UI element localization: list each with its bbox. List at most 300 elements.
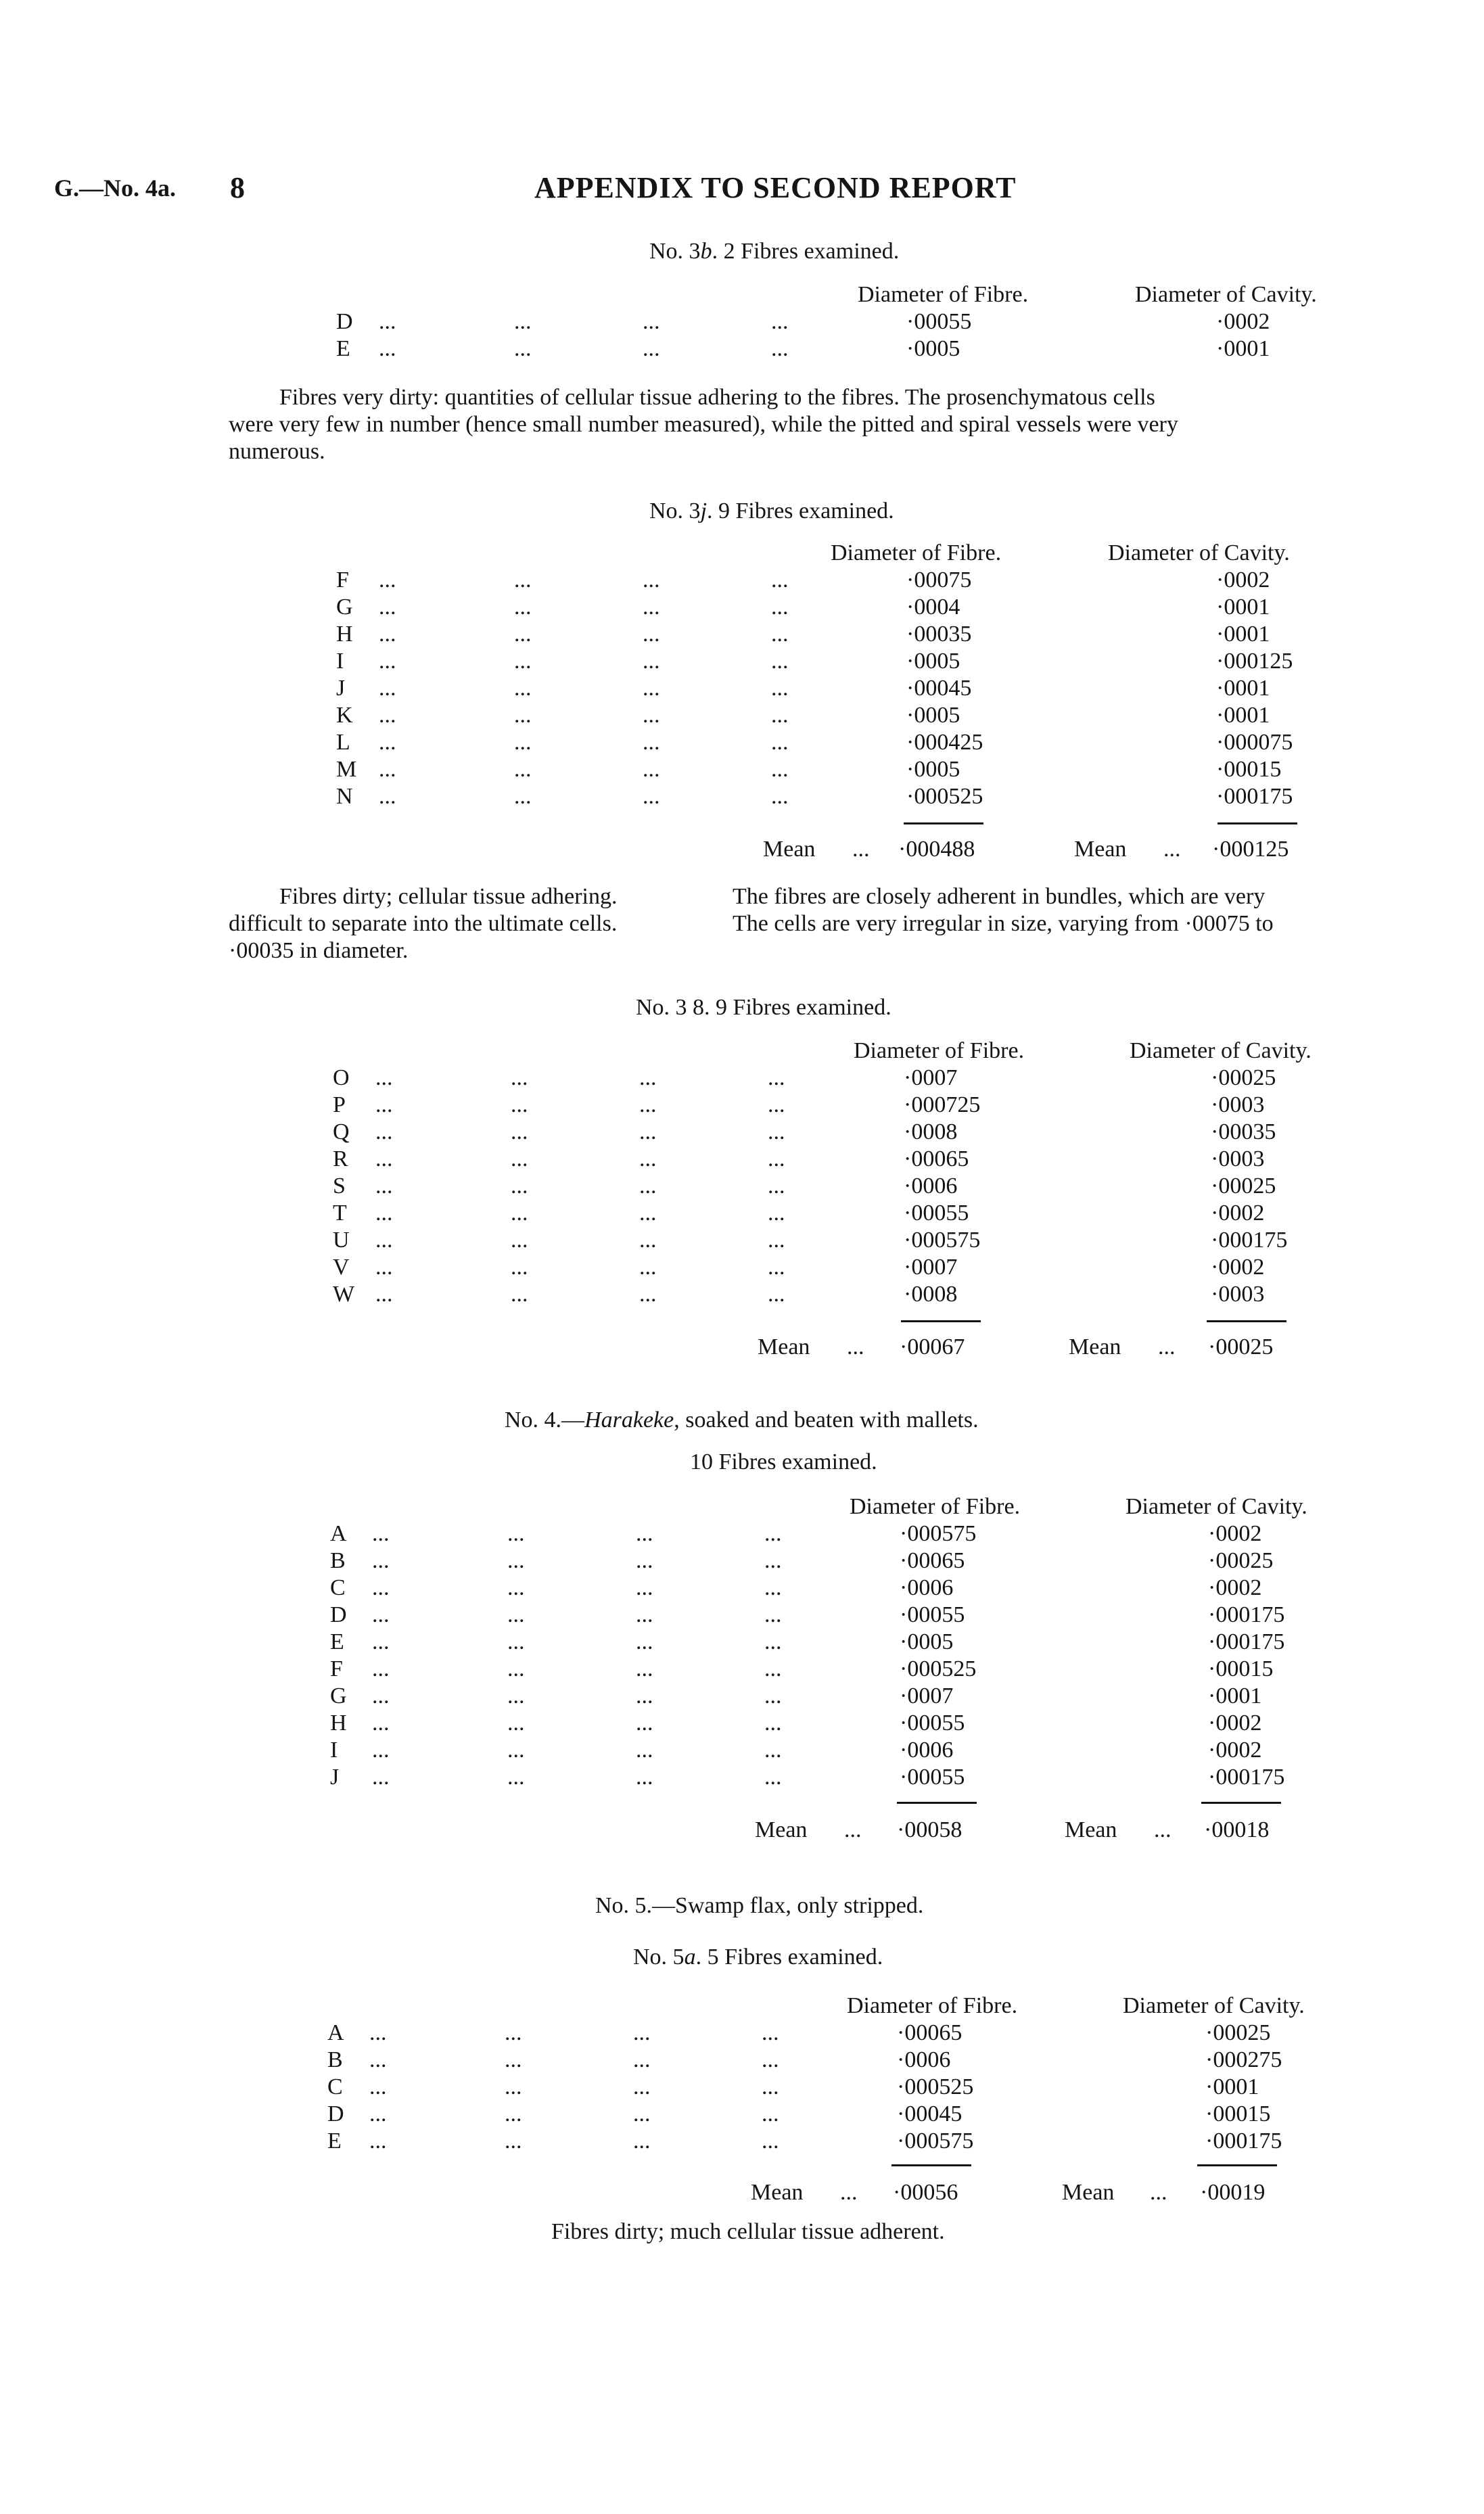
leader-dots: ... [372,1656,390,1681]
leader-dots: ... [379,784,396,809]
leader-dots: ... [636,1656,653,1681]
leader-dots: ... [369,2020,387,2045]
row-label: H [330,1710,347,1736]
row-label: L [336,730,350,755]
leader-dots: ... [840,2180,858,2205]
leader-dots: ... [852,837,870,862]
fibre-diameter-cell: ·00065 [900,1548,965,1573]
sec3j-col-cavity-header: Diameter of Cavity. [1108,540,1290,565]
row-label: D [327,2101,344,2126]
leader-dots: ... [507,1683,525,1708]
leader-dots: ... [514,595,532,620]
cavity-diameter-cell: ·00025 [1208,1548,1274,1573]
fibre-diameter-cell: ·0004 [906,595,960,620]
row-label: A [330,1521,347,1546]
cavity-diameter-cell: ·000175 [1205,2128,1282,2154]
leader-dots: ... [375,1201,393,1226]
leader-dots: ... [768,1092,785,1117]
row-label: D [336,309,353,334]
leader-dots: ... [379,730,396,755]
cavity-diameter-cell: ·0002 [1211,1201,1265,1226]
leader-dots: ... [643,595,660,620]
leader-dots: ... [369,2128,387,2154]
leader-dots: ... [511,1065,528,1090]
mean-label: Mean [751,2180,804,2205]
leader-dots: ... [511,1228,528,1253]
leader-dots: ... [514,309,532,334]
leader-dots: ... [1150,2180,1167,2205]
leader-dots: ... [636,1521,653,1546]
sec3j-note-left-1: Fibres dirty; cellular tissue adhering. [279,884,618,909]
fibre-diameter-cell: ·00055 [904,1201,969,1226]
leader-dots: ... [372,1710,390,1736]
leader-dots: ... [768,1201,785,1226]
leader-dots: ... [507,1738,525,1763]
fibre-diameter-cell: ·000525 [900,1656,977,1681]
leader-dots: ... [762,2047,779,2072]
series-code: G.—No. 4a. [54,174,176,202]
sec38-col-fibre-header: Diameter of Fibre. [854,1038,1025,1063]
sec38-col-cavity-header: Diameter of Cavity. [1130,1038,1312,1063]
leader-dots: ... [643,622,660,647]
leader-dots: ... [369,2047,387,2072]
sec3j-cavity-rule [1218,822,1297,824]
cavity-diameter-cell: ·000075 [1216,730,1293,755]
leader-dots: ... [372,1521,390,1546]
cavity-diameter-cell: ·0002 [1216,309,1270,334]
row-label: B [327,2047,343,2072]
fibre-diameter-cell: ·0007 [904,1065,958,1090]
leader-dots: ... [771,649,789,674]
leader-dots: ... [1163,837,1181,862]
row-label: S [333,1173,346,1198]
leader-dots: ... [379,703,396,728]
leader-dots: ... [1158,1334,1176,1359]
leader-dots: ... [372,1548,390,1573]
sec4-col-fibre-header: Diameter of Fibre. [850,1494,1021,1519]
leader-dots: ... [514,649,532,674]
leader-dots: ... [507,1602,525,1627]
sec3j-heading: No. 3j. 9 Fibres examined. [649,498,894,523]
leader-dots: ... [507,1710,525,1736]
sec3b-col-cavity-header: Diameter of Cavity. [1135,282,1317,307]
leader-dots: ... [505,2128,522,2154]
row-label: I [330,1738,338,1763]
leader-dots: ... [514,676,532,701]
leader-dots: ... [633,2020,651,2045]
leader-dots: ... [768,1282,785,1307]
row-label: K [336,703,353,728]
cavity-diameter-cell: ·0001 [1216,703,1270,728]
leader-dots: ... [507,1575,525,1600]
cavity-diameter-cell: ·0001 [1216,622,1270,647]
leader-dots: ... [379,676,396,701]
fibre-diameter-cell: ·000575 [900,1521,977,1546]
row-label: O [333,1065,350,1090]
fibre-diameter-cell: ·0008 [904,1282,958,1307]
cavity-diameter-cell: ·000175 [1208,1765,1285,1790]
leader-dots: ... [771,336,789,361]
leader-dots: ... [507,1765,525,1790]
fibre-diameter-cell: ·0005 [906,757,960,782]
leader-dots: ... [764,1738,782,1763]
mean-label: Mean [1074,837,1127,862]
fibre-diameter-cell: ·00055 [900,1602,965,1627]
cavity-diameter-cell: ·00015 [1208,1656,1274,1681]
mean-cavity-value: ·00025 [1208,1334,1274,1359]
fibre-diameter-cell: ·000525 [897,2074,974,2099]
sec4-cavity-rule [1201,1802,1281,1804]
leader-dots: ... [514,730,532,755]
leader-dots: ... [771,703,789,728]
leader-dots: ... [514,784,532,809]
row-label: G [330,1683,347,1708]
sec4-col-cavity-header: Diameter of Cavity. [1126,1494,1307,1519]
fibre-diameter-cell: ·0005 [906,703,960,728]
leader-dots: ... [764,1710,782,1736]
cavity-diameter-cell: ·0002 [1208,1521,1262,1546]
fibre-diameter-cell: ·00055 [900,1765,965,1790]
fibre-diameter-cell: ·000725 [904,1092,981,1117]
sec3b-heading: No. 3b. 2 Fibres examined. [649,239,900,264]
leader-dots: ... [636,1548,653,1573]
page-number: 8 [230,171,246,204]
sec5-note: Fibres dirty; much cellular tissue adherent. [551,2219,945,2244]
sec5-col-fibre-header: Diameter of Fibre. [847,1993,1018,2018]
mean-fibre-value: ·00056 [893,2180,958,2205]
cavity-diameter-cell: ·0001 [1216,336,1270,361]
leader-dots: ... [844,1817,862,1842]
leader-dots: ... [639,1228,657,1253]
leader-dots: ... [643,784,660,809]
leader-dots: ... [633,2101,651,2126]
cavity-diameter-cell: ·0002 [1216,567,1270,592]
cavity-diameter-cell: ·00035 [1211,1119,1276,1144]
leader-dots: ... [768,1065,785,1090]
row-label: P [333,1092,346,1117]
leader-dots: ... [639,1065,657,1090]
page-title: APPENDIX TO SECOND REPORT [534,171,1017,204]
sec3j-col-fibre-header: Diameter of Fibre. [831,540,1002,565]
row-label: E [327,2128,342,2154]
leader-dots: ... [514,622,532,647]
mean-label: Mean [1062,2180,1115,2205]
fibre-diameter-cell: ·000525 [906,784,983,809]
leader-dots: ... [636,1602,653,1627]
leader-dots: ... [379,622,396,647]
leader-dots: ... [375,1255,393,1280]
leader-dots: ... [768,1119,785,1144]
mean-cavity-value: ·00019 [1200,2180,1266,2205]
leader-dots: ... [643,336,660,361]
leader-dots: ... [643,730,660,755]
fibre-diameter-cell: ·00065 [904,1146,969,1171]
leader-dots: ... [375,1119,393,1144]
leader-dots: ... [636,1738,653,1763]
row-label: N [336,784,353,809]
leader-dots: ... [633,2128,651,2154]
fibre-diameter-cell: ·000575 [904,1228,981,1253]
row-label: F [330,1656,343,1681]
leader-dots: ... [379,567,396,592]
leader-dots: ... [633,2074,651,2099]
leader-dots: ... [369,2101,387,2126]
leader-dots: ... [636,1575,653,1600]
leader-dots: ... [762,2101,779,2126]
leader-dots: ... [764,1683,782,1708]
leader-dots: ... [372,1738,390,1763]
leader-dots: ... [771,309,789,334]
leader-dots: ... [372,1683,390,1708]
row-label: Q [333,1119,350,1144]
row-label: E [336,336,350,361]
leader-dots: ... [771,784,789,809]
leader-dots: ... [511,1092,528,1117]
fibre-diameter-cell: ·00035 [906,622,972,647]
leader-dots: ... [505,2101,522,2126]
row-label: M [336,757,357,782]
leader-dots: ... [511,1173,528,1198]
row-label: G [336,595,353,620]
row-label: F [336,567,349,592]
leader-dots: ... [507,1656,525,1681]
leader-dots: ... [514,336,532,361]
leader-dots: ... [379,649,396,674]
fibre-diameter-cell: ·0006 [904,1173,958,1198]
leader-dots: ... [505,2020,522,2045]
cavity-diameter-cell: ·00025 [1211,1065,1276,1090]
leader-dots: ... [639,1092,657,1117]
leader-dots: ... [372,1602,390,1627]
leader-dots: ... [764,1765,782,1790]
sec3b-note-line-1: Fibres very dirty: quantities of cellular tissue adhering to the fibres. The prosenchymatous cells [279,385,1155,410]
mean-label: Mean [755,1817,808,1842]
leader-dots: ... [764,1602,782,1627]
cavity-diameter-cell: ·000175 [1208,1602,1285,1627]
sec5-fibre-rule [891,2164,971,2166]
leader-dots: ... [514,703,532,728]
leader-dots: ... [768,1228,785,1253]
cavity-diameter-cell: ·00025 [1211,1173,1276,1198]
leader-dots: ... [379,595,396,620]
fibre-diameter-cell: ·0008 [904,1119,958,1144]
fibre-diameter-cell: ·00055 [906,309,972,334]
mean-label: Mean [1065,1817,1117,1842]
cavity-diameter-cell: ·00015 [1216,757,1282,782]
leader-dots: ... [768,1173,785,1198]
leader-dots: ... [511,1255,528,1280]
row-label: E [330,1629,344,1654]
sec3j-note-left-2: difficult to separate into the ultimate cells. [229,911,618,936]
leader-dots: ... [636,1683,653,1708]
cavity-diameter-cell: ·00015 [1205,2101,1271,2126]
mean-label: Mean [763,837,816,862]
fibre-diameter-cell: ·00045 [897,2101,963,2126]
fibre-diameter-cell: ·0006 [900,1738,954,1763]
sec5-col-cavity-header: Diameter of Cavity. [1123,1993,1305,2018]
row-label: A [327,2020,344,2045]
leader-dots: ... [643,309,660,334]
cavity-diameter-cell: ·0003 [1211,1092,1265,1117]
row-label: R [333,1146,348,1171]
leader-dots: ... [771,595,789,620]
leader-dots: ... [375,1092,393,1117]
sec38-cavity-rule [1207,1320,1286,1322]
cavity-diameter-cell: ·000175 [1216,784,1293,809]
row-label: H [336,622,353,647]
leader-dots: ... [375,1228,393,1253]
leader-dots: ... [369,2074,387,2099]
leader-dots: ... [375,1146,393,1171]
leader-dots: ... [639,1201,657,1226]
sec5-subheading: No. 5a. 5 Fibres examined. [633,1945,883,1970]
leader-dots: ... [375,1065,393,1090]
row-label: B [330,1548,346,1573]
row-label: U [333,1228,350,1253]
fibre-diameter-cell: ·0005 [906,649,960,674]
mean-fibre-value: ·00058 [897,1817,963,1842]
cavity-diameter-cell: ·0001 [1216,676,1270,701]
leader-dots: ... [643,676,660,701]
fibre-diameter-cell: ·0005 [900,1629,954,1654]
leader-dots: ... [372,1629,390,1654]
leader-dots: ... [762,2074,779,2099]
sec3j-note-right-1: The fibres are closely adherent in bundles, which are very [733,884,1266,909]
sec3j-note-left-3: ·00035 in diameter. [229,938,409,963]
row-label: J [336,676,346,701]
leader-dots: ... [505,2047,522,2072]
leader-dots: ... [643,703,660,728]
leader-dots: ... [639,1255,657,1280]
sec5-heading: No. 5.—Swamp flax, only stripped. [595,1893,924,1918]
row-label: J [330,1765,340,1790]
cavity-diameter-cell: ·00025 [1205,2020,1271,2045]
leader-dots: ... [643,567,660,592]
cavity-diameter-cell: ·0003 [1211,1282,1265,1307]
cavity-diameter-cell: ·000275 [1205,2047,1282,2072]
sec3j-note-right-2: The cells are very irregular in size, varying from ·00075 to [733,911,1274,936]
sec5-cavity-rule [1197,2164,1277,2166]
fibre-diameter-cell: ·00065 [897,2020,963,2045]
leader-dots: ... [771,567,789,592]
row-label: W [333,1282,355,1307]
cavity-diameter-cell: ·000125 [1216,649,1293,674]
leader-dots: ... [768,1255,785,1280]
cavity-diameter-cell: ·0002 [1208,1710,1262,1736]
leader-dots: ... [511,1201,528,1226]
leader-dots: ... [764,1575,782,1600]
fibre-diameter-cell: ·0007 [900,1683,954,1708]
leader-dots: ... [636,1710,653,1736]
leader-dots: ... [379,309,396,334]
cavity-diameter-cell: ·000175 [1208,1629,1285,1654]
cavity-diameter-cell: ·0001 [1216,595,1270,620]
cavity-diameter-cell: ·0002 [1211,1255,1265,1280]
sec3b-col-fibre-header: Diameter of Fibre. [858,282,1029,307]
leader-dots: ... [511,1282,528,1307]
leader-dots: ... [379,336,396,361]
leader-dots: ... [514,567,532,592]
mean-label: Mean [1069,1334,1121,1359]
leader-dots: ... [511,1146,528,1171]
leader-dots: ... [764,1656,782,1681]
leader-dots: ... [639,1282,657,1307]
leader-dots: ... [633,2047,651,2072]
row-label: D [330,1602,347,1627]
leader-dots: ... [372,1765,390,1790]
fibre-diameter-cell: ·0007 [904,1255,958,1280]
leader-dots: ... [771,676,789,701]
sec4-subheading: 10 Fibres examined. [690,1449,877,1474]
sec3b-note-line-3: numerous. [229,439,325,464]
cavity-diameter-cell: ·0003 [1211,1146,1265,1171]
cavity-diameter-cell: ·0001 [1205,2074,1259,2099]
leader-dots: ... [372,1575,390,1600]
mean-cavity-value: ·000125 [1212,837,1289,862]
row-label: C [327,2074,343,2099]
leader-dots: ... [762,2128,779,2154]
leader-dots: ... [764,1521,782,1546]
leader-dots: ... [507,1629,525,1654]
leader-dots: ... [507,1521,525,1546]
leader-dots: ... [771,757,789,782]
fibre-diameter-cell: ·0005 [906,336,960,361]
sec4-fibre-rule [897,1802,977,1804]
leader-dots: ... [507,1548,525,1573]
leader-dots: ... [762,2020,779,2045]
leader-dots: ... [375,1173,393,1198]
mean-cavity-value: ·00018 [1204,1817,1270,1842]
sec3j-fibre-rule [904,822,983,824]
leader-dots: ... [643,757,660,782]
mean-fibre-value: ·00067 [900,1334,965,1359]
leader-dots: ... [643,649,660,674]
cavity-diameter-cell: ·0002 [1208,1738,1262,1763]
leader-dots: ... [511,1119,528,1144]
fibre-diameter-cell: ·0006 [897,2047,951,2072]
fibre-diameter-cell: ·000575 [897,2128,974,2154]
fibre-diameter-cell: ·000425 [906,730,983,755]
fibre-diameter-cell: ·00055 [900,1710,965,1736]
cavity-diameter-cell: ·0001 [1208,1683,1262,1708]
leader-dots: ... [639,1146,657,1171]
sec38-fibre-rule [901,1320,981,1322]
leader-dots: ... [639,1173,657,1198]
sec4-heading: No. 4.—Harakeke, soaked and beaten with mallets. [505,1407,979,1433]
sec38-heading: No. 3 8. 9 Fibres examined. [636,995,891,1020]
leader-dots: ... [514,757,532,782]
row-label: C [330,1575,346,1600]
mean-fibre-value: ·000488 [898,837,975,862]
cavity-diameter-cell: ·0002 [1208,1575,1262,1600]
leader-dots: ... [639,1119,657,1144]
leader-dots: ... [764,1548,782,1573]
leader-dots: ... [764,1629,782,1654]
fibre-diameter-cell: ·0006 [900,1575,954,1600]
leader-dots: ... [636,1765,653,1790]
leader-dots: ... [768,1146,785,1171]
leader-dots: ... [771,622,789,647]
row-label: V [333,1255,350,1280]
leader-dots: ... [379,757,396,782]
sec3b-note-line-2: were very few in number (hence small number measured), while the pitted and spiral vessels were very [229,412,1178,437]
cavity-diameter-cell: ·000175 [1211,1228,1288,1253]
row-label: I [336,649,344,674]
mean-label: Mean [758,1334,810,1359]
row-label: T [333,1201,347,1226]
leader-dots: ... [375,1282,393,1307]
leader-dots: ... [847,1334,864,1359]
